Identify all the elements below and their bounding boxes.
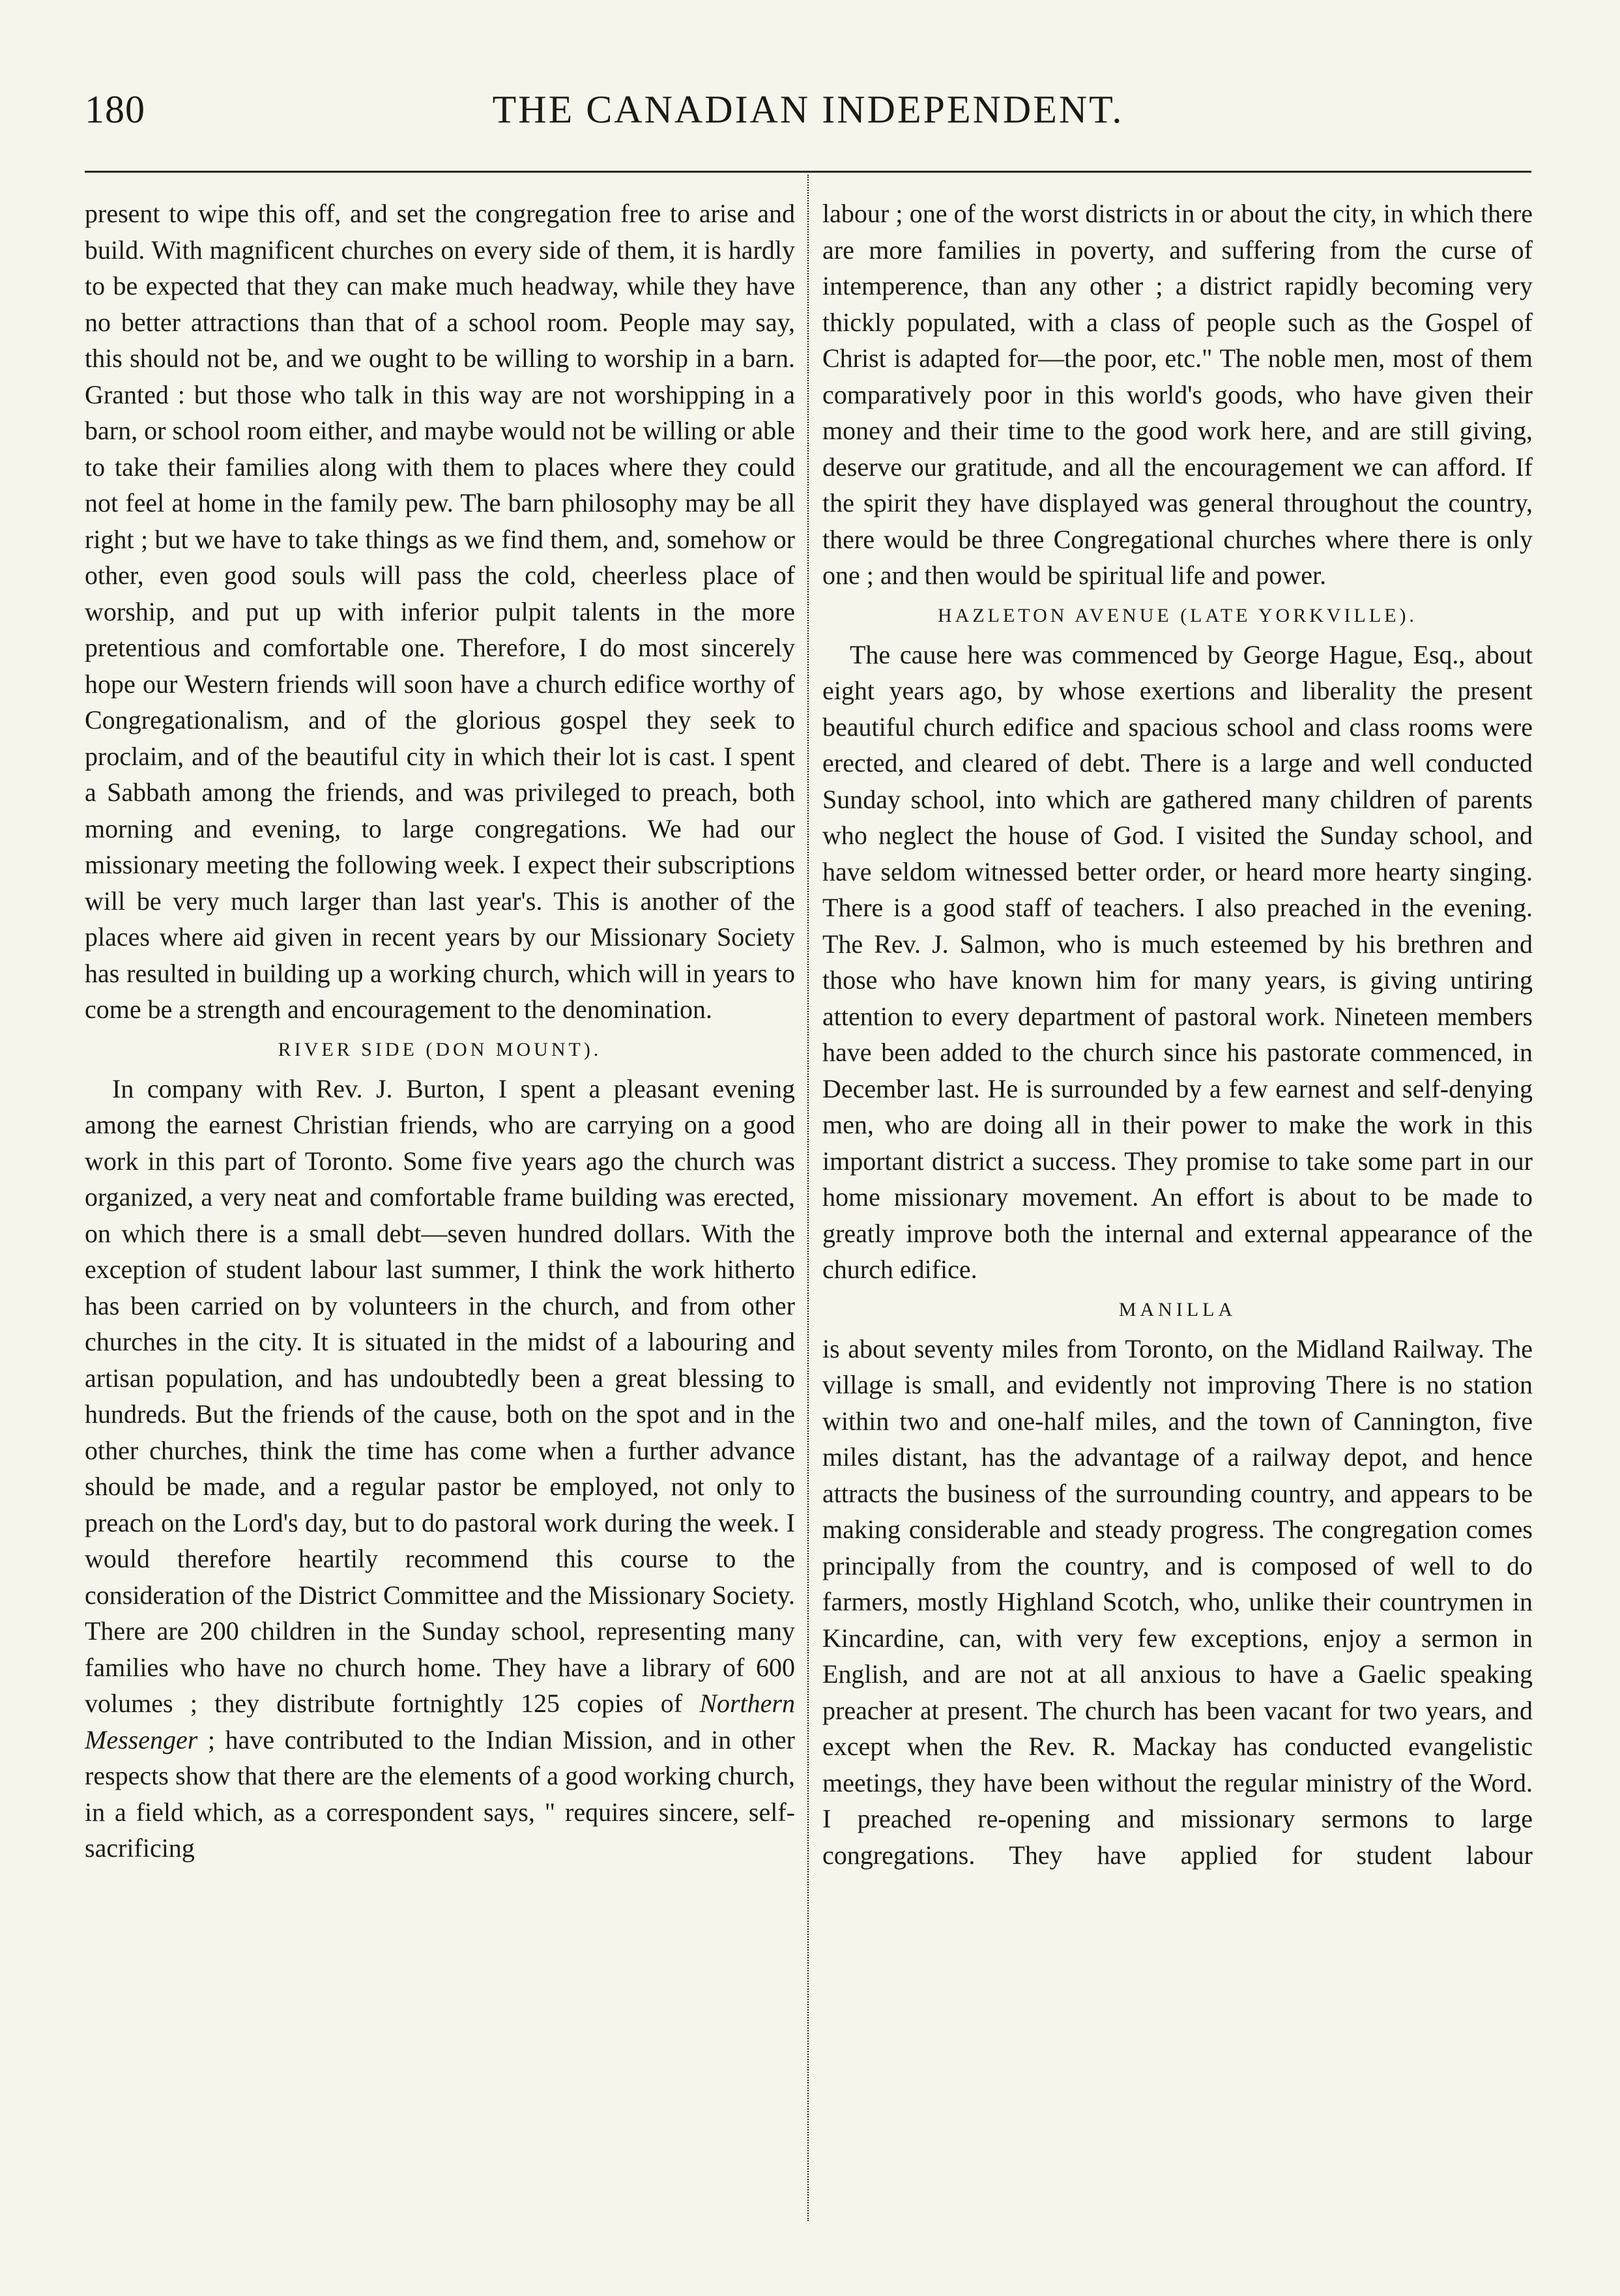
section-heading: RIVER SIDE (DON MOUNT).	[278, 1038, 602, 1060]
body-paragraph: labour ; one of the worst districts in or about the city, in which there are more families in poverty, and suffering from the curse of intemperence, than any other ; a district rapidly becoming very thickly populated, with a class of people such as the Gospel of Christ is adapted for—the poor, etc." The noble men, most of them comparatively poor in this world's goods, who have given their money and their time to the good work here, and are still giving, deserve our gratitude, and all the encouragement we can afford. If the spirit they have displayed was general throughout the country, there would be three Congregational churches where there is only one ; and then would be spiritual life and power.	[822, 199, 1533, 590]
right-column	[822, 196, 1533, 1873]
column-divider	[807, 175, 809, 2221]
left-column	[85, 196, 795, 1867]
paragraph-text: ; have contributed to the Indian Mission, and in other respects show that there are the elements of a good working church, in a field which, as a correspondent says, " requires sincere, self-sacrificing	[85, 1724, 795, 1863]
paragraph-text: In company with Rev. J. Burton, I spent a pleasant evening among the earnest Christian friends, who are carrying on a good work in this part of Toronto. Some five years ago the church was organized, a very neat and comfortable frame building was erected, on which there is a small debt—seven hundred dollars. With the exception of student labour last summer, I think the work hitherto has been carried on by volunteers in the church, and from other churches in the city. It is situated in the midst of a labouring and artisan population, and has undoubtedly been a great blessing to hundreds. But the friends of the cause, both on the spot and in the other churches, think the time has come when a further advance should be made, and a regular pastor be employed, not only to preach on the Lord's day, but to do pastoral work during the week. I would therefore heartily recommend this course to the consideration of the District Committee and the Missionary Society. There are 200 children in the Sunday school, representing many families who have no church home. They have a library of 600 volumes ; they distribute fortnightly 125 copies of	[85, 1073, 795, 1718]
publication-title: Northern Messenger	[85, 1689, 795, 1754]
body-paragraph: present to wipe this off, and set the congregation free to arise and build. With magnificent churches on every side of them, it is hardly to be expected that they can make much headway, while they have no better attractions than that of a school room. People may say, this should not be, and we ought to be willing to worship in a barn. Granted : but those who talk in this way are not worshipping in a barn, or school room either, and maybe would not be willing or able to take their families along with them to places where they could not feel at home in the family pew. The barn philosophy may be all right ; but we have to take things as we find them, and, somehow or other, even good souls will pass the cold, cheerless place of worship, and put up with inferior pulpit talents in the more pretentious and comfortable one. Therefore, I do most sincerely hope our Western friends will soon have a church edifice worthy of Congregationalism, and of the glorious gospel they seek to proclaim, and of the beautiful city in which their lot is cast. I spent a Sabbath among the friends, and was privileged to preach, both morning and evening, to large congregations. We had our missionary meeting the following week. I expect their subscriptions will be very much larger than last year's. This is another of the places where aid given in recent years by our Missionary Society has resulted in building up a working church, which will in years to come be a strength and encouragement to the denomination.	[85, 199, 795, 1024]
body-paragraph: The cause here was commenced by George Hague, Esq., about eight years ago, by whose exertions and liberality the present beautiful church edifice and spacious school and class rooms were erected, and cleared of debt. There is a large and well conducted Sunday school, into which are gathered many children of parents who neglect the house of God. I visited the Sunday school, and have seldom witnessed better order, or heard more hearty singing. There is a good staff of teachers. I also preached in the evening. The Rev. J. Salmon, who is much esteemed by his brethren and those who have known him for many years, is giving untiring attention to every department of pastoral work. Nineteen members have been added to the church since his pastorate commenced, in December last. He is surrounded by a few earnest and self-denying men, who are doing all in their power to make the work in this important district a success. They promise to take some part in our home missionary movement. An effort is about to be made to greatly improve both the internal and external appearance of the church edifice.	[822, 639, 1533, 1284]
header-rule	[85, 171, 1531, 173]
page-header	[85, 83, 1531, 136]
running-head: THE CANADIAN INDEPENDENT.	[492, 88, 1124, 131]
section-heading: HAZLETON AVENUE (LATE YORKVILLE).	[937, 604, 1418, 626]
body-paragraph	[85, 1071, 795, 1867]
section-heading: MANILLA	[1118, 1298, 1237, 1320]
body-paragraph: is about seventy miles from Toronto, on the Midland Railway. The village is small, and evidently not improving There is no station within two and one-half miles, and the town of Cannington, five miles distant, has the advantage of a railway depot, and hence attracts the business of the surrounding country, and appears to be making considerable and steady progress. The congregation comes principally from the country, and is composed of well to do farmers, mostly Highland Scotch, who, unlike their countrymen in Kincardine, can, with very few exceptions, enjoy a sermon in English, and are not at all anxious to have a Gaelic speaking preacher at present. The church has been vacant for two years, and except when the Rev. R. Mackay has conducted evangelistic meetings, they have been without the regular ministry of the Word. I preached re-opening and missionary sermons to large congregations. They have applied for student labour	[822, 1333, 1533, 1870]
page-number: 180	[85, 88, 145, 131]
